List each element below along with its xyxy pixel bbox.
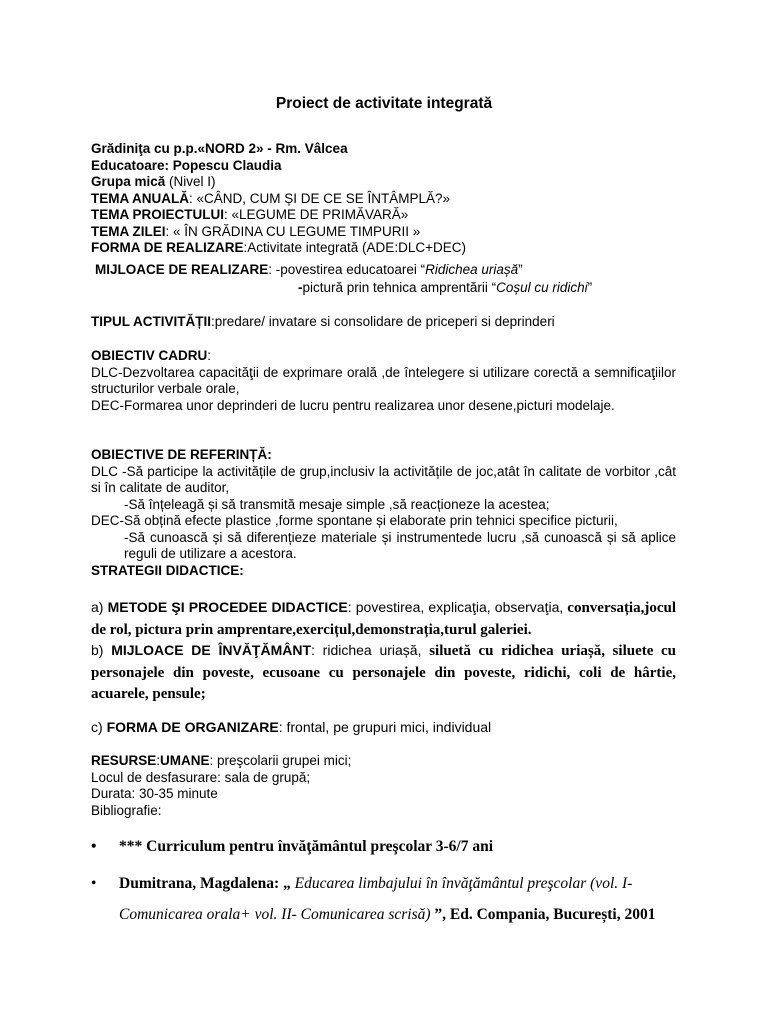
- means-quote-1: ”: [518, 262, 523, 277]
- reference-objectives-heading: OBIECTIVE DE REFERINȚĂ:: [91, 447, 272, 462]
- annual-theme-line: [91, 191, 676, 208]
- strategy-c-label: FORMA DE ORGANIZARE: [106, 719, 279, 735]
- strategy-c-text: : frontal, pe grupuri mici, individual: [278, 719, 492, 735]
- activity-type-value: :predare/ invatare si consolidare de priceperi si deprinderi: [211, 314, 555, 329]
- strategy-b-bold: siluetă cu ridichea uriașă, siluete cu personajele din poveste, ecusoane cu personajele din poveste, ridichi, coli de hârtie, acuarele, pensule;: [91, 643, 676, 702]
- kindergarten-line: Grădiniţa cu p.p.«NORD 2» - Rm. Vâlcea: [91, 141, 348, 156]
- bibliography-item-1-text: *** Curriculum pentru învăţământul preşcolar 3-6/7 ani: [119, 838, 494, 855]
- means-line-1: [95, 262, 680, 279]
- teacher-line: Educatoare: Popescu Claudia: [91, 157, 282, 173]
- bullet-icon: •: [91, 875, 97, 892]
- means-painting-title: Coșul cu ridichi: [496, 280, 588, 295]
- strategy-a-prefix: a): [91, 599, 108, 615]
- means-quote-2: ”: [587, 280, 593, 295]
- reference-dlc-2: -Să înțeleagă și să transmită mesaje simple ,să reacționeze la acestea;: [124, 496, 550, 512]
- means-story-title: Ridichea uriașă: [425, 262, 519, 277]
- resources: [91, 753, 676, 819]
- resources-label: RESURSE: [91, 753, 157, 768]
- human-value: : preşcolarii grupei mici;: [209, 753, 352, 768]
- activity-type-row: [91, 314, 676, 331]
- means-line-2: [298, 280, 678, 297]
- strategies-heading: STRATEGII DIDACTICE:: [91, 562, 244, 578]
- means-section: [95, 262, 680, 279]
- project-theme-label: TEMA PROIECTULUI: [91, 207, 224, 222]
- frame-objective: [91, 348, 676, 414]
- bibliography-item-2: [91, 868, 681, 930]
- bibliography-label: Bibliografie:: [91, 802, 162, 818]
- bibliography-item-1: [91, 832, 681, 862]
- annual-theme-label: TEMA ANUALĂ: [91, 190, 189, 206]
- project-theme-line: [91, 207, 676, 224]
- day-theme-line: [91, 224, 676, 241]
- activity-type: [91, 314, 676, 331]
- form-label: FORMA DE REALIZARE: [91, 240, 244, 255]
- means-text-2: pictură prin tehnica amprentării “: [302, 280, 497, 295]
- means-label: MIJLOACE DE REALIZARE: [95, 262, 269, 277]
- project-theme-value: : «LEGUME DE PRIMĂVARĂ»: [224, 207, 409, 222]
- form-line: [91, 240, 676, 257]
- strategies-list: [91, 597, 676, 705]
- strategy-a-text: : povestirea, explicaţia, observaţia,: [347, 599, 564, 615]
- strategy-b: [91, 640, 676, 705]
- group-value: (Nivel I): [165, 174, 216, 189]
- human-label: UMANE: [160, 753, 210, 768]
- reference-dlc-1: DLC -Să participe la activitățile de grup,inclusiv la activitățile de joc,atât în calitate de vorbitor ,cât si în calitate de auditor,: [91, 463, 676, 495]
- duration-line: Durata: 30-35 minute: [91, 786, 218, 801]
- frame-objective-heading: [91, 348, 676, 365]
- header-info: [91, 141, 676, 257]
- strategy-b-label: MIJLOACE DE ÎNVĂŢĂMÂNT: [111, 642, 312, 658]
- strategy-a-label: METODE ŞI PROCEDEE DIDACTICE: [107, 599, 348, 615]
- means-text-1: : -povestirea educatoarei “: [268, 262, 426, 277]
- means-dash: -: [298, 280, 303, 295]
- bibliography-item-2-author: Dumitrana, Magdalena: „: [119, 875, 295, 892]
- strategy-a: [91, 597, 676, 640]
- group-label: Grupa mică: [91, 174, 166, 189]
- strategy-b-text: : ridichea uriașă,: [311, 642, 430, 658]
- document-title: Proiect de activitate integrată: [275, 95, 493, 112]
- reference-dec-2: -Să cunoască și să diferențieze materiale și instrumentede lucru ,să cunoască și să aplice reguli de utilizare a acestora.: [124, 529, 676, 561]
- means-line-2-row: [298, 280, 678, 297]
- frame-objective-dec: DEC-Formarea unor deprinderi de lucru pentru realizarea unor desene,picturi modelaje.: [91, 397, 615, 413]
- frame-objective-label: OBIECTIV CADRU: [91, 348, 208, 363]
- strategy-a-bold: conversația,jocul de rol, pictura prin amprentare,exercițul,demonstrația,turul galeriei.: [91, 600, 677, 638]
- bibliography-list: [91, 832, 681, 930]
- strategy-c-row: [91, 719, 676, 736]
- day-theme-label: TEMA ZILEI: [91, 223, 166, 239]
- resources-colon: :: [156, 753, 161, 768]
- bibliography-item-2-publisher: ”, Ed. Compania, București, 2001: [434, 906, 656, 923]
- strategy-b-prefix: b): [91, 642, 112, 658]
- frame-objective-dlc: DLC-Dezvoltarea capacităţii de exprimare orală ,de întelegere si utilizare corectă a semnificaţiilor structurilor verbale orale,: [91, 364, 676, 396]
- resources-human: [91, 753, 676, 770]
- reference-dec-1: DEC-Să obțină efecte plastice ,forme spontane și elaborate prin tehnici specifice picturii,: [91, 513, 618, 528]
- form-value: :Activitate integrată (ADE:DLC+DEC): [243, 240, 466, 255]
- bullet-icon: •: [91, 838, 97, 855]
- bibliography-item-2-title: Educarea limbajului în învăţământul preşcolar (vol. I- Comunicarea orala+ vol. II- Comunicarea scrisă): [119, 875, 633, 923]
- annual-theme-value: : «CÂND, CUM ȘI DE CE SE ÎNTÂMPLĂ?»: [189, 190, 451, 206]
- location-line: Locul de desfasurare: sala de grupă;: [91, 769, 311, 785]
- strategy-c: [91, 719, 676, 736]
- group-line: [91, 174, 676, 191]
- activity-type-label: TIPUL ACTIVITĂȚII: [91, 314, 211, 329]
- frame-objective-colon: :: [207, 348, 212, 363]
- strategy-c-prefix: c): [91, 719, 107, 735]
- reference-objectives: [91, 447, 676, 579]
- day-theme-value: : « ÎN GRĂDINA CU LEGUME TIMPURII »: [165, 223, 421, 239]
